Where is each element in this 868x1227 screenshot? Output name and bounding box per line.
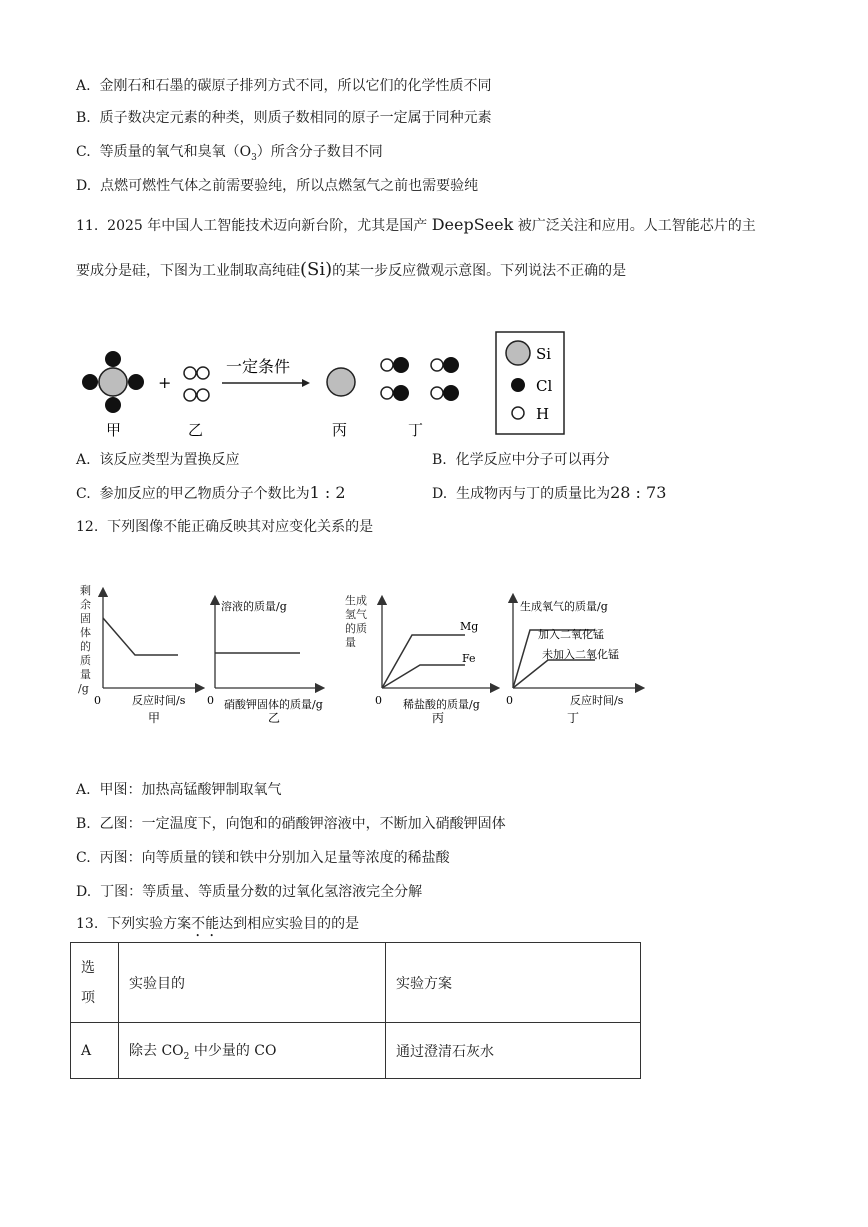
svg-text:质: 质 [80,654,91,667]
svg-text:的质: 的质 [345,622,367,635]
q11-option-c: C. 参加反应的甲乙物质分子个数比为1 : 2 [76,483,346,502]
reaction-condition: 一定条件 [226,357,291,376]
svg-text:固: 固 [80,612,91,625]
svg-text:量: 量 [345,636,356,649]
svg-text:溶液的质量/g: 溶液的质量/g [221,600,287,613]
q11-option-a: A. 该反应类型为置换反应 [76,452,240,468]
svg-text:Mg: Mg [460,620,479,633]
q11-option-d: D. 生成物丙与丁的质量比为28 : 73 [432,483,667,502]
svg-text:的: 的 [80,640,91,653]
legend-si: Si [536,345,552,363]
chart-bing [345,593,495,725]
svg-text:0: 0 [94,694,101,707]
cell-option: A [71,1023,119,1079]
svg-text:乙: 乙 [268,711,281,725]
svg-text:加入二氧化锰: 加入二氧化锰 [538,628,604,641]
reaction-micro-diagram [70,325,570,445]
header-option: 选 项 [71,943,119,1023]
header-goal: 实验目的 [119,943,386,1023]
svg-text:氢气: 氢气 [345,608,367,621]
svg-text:0: 0 [506,694,513,707]
label-bing: 丙 [332,421,348,439]
table-header-row [71,943,641,1023]
cell-goal: 除去 $CO_2$ 中少量的 CO [119,1023,386,1079]
chart-jia [78,583,200,725]
label-jia: 甲 [106,421,122,439]
svg-text:反应时间/s: 反应时间/s [132,694,186,707]
q10-option-b: B. 质子数决定元素的种类，则质子数相同的原子一定属于同种元素 [76,110,492,126]
svg-text:体: 体 [80,626,91,639]
chart-yi [207,599,323,725]
svg-text:丙: 丙 [432,711,445,725]
q11-stem-line2: 要成分是硅，下图为工业制取高纯硅(Si)的某一步反应微观示意图。下列说法不正确的是 [76,259,627,280]
cell-plan: 通过澄清石灰水 [386,1023,641,1079]
molecule-yi [184,367,209,401]
svg-text:0: 0 [375,694,382,707]
molecule-jia [82,351,144,413]
q11-stem-line1: 11. 2025 年中国人工智能技术迈向新台阶，尤其是国产 DeepSeek 被广泛关注和应用。人工智能芯片的主 [76,215,756,234]
q13-stem: 13. 下列实验方案不能达到相应实验目的的是 [76,916,360,932]
q10-option-d: D. 点燃可燃性气体之前需要验纯，所以点燃氢气之前也需要验纯 [76,178,479,194]
plus-sign: + [158,373,172,392]
svg-text:剩: 剩 [80,584,91,597]
q10-option-c: C. 等质量的氧气和臭氧$(O_3)$所含分子数目不同 [76,144,383,163]
label-yi: 乙 [188,421,204,439]
svg-text:生成: 生成 [345,594,367,607]
q12-charts [70,580,650,735]
svg-text:/g: /g [78,682,89,695]
curve-ding-none [513,660,595,688]
svg-text:0: 0 [207,694,214,707]
curve-jia [103,618,178,655]
legend-cl: Cl [536,377,553,395]
svg-text:反应时间/s: 反应时间/s [570,694,624,707]
svg-text:生成氧气的质量/g: 生成氧气的质量/g [520,600,608,613]
svg-text:未加入二氧化锰: 未加入二氧化锰 [542,648,619,661]
svg-text:量: 量 [80,668,91,681]
svg-text:硝酸钾固体的质量/g: 硝酸钾固体的质量/g [224,698,323,711]
q12-option-a: A. 甲图：加热高锰酸钾制取氧气 [76,782,282,798]
svg-text:甲: 甲 [148,711,161,725]
chart-ding [506,598,640,725]
q12-option-d: D. 丁图：等质量、等质量分数的过氧化氢溶液完全分解 [76,884,423,900]
header-plan: 实验方案 [386,943,641,1023]
q11-option-b: B. 化学反应中分子可以再分 [432,452,610,468]
svg-text:稀盐酸的质量/g: 稀盐酸的质量/g [403,698,480,711]
molecule-ding [381,357,459,401]
molecule-bing [327,368,355,396]
curve-bing-fe [382,665,465,688]
legend-box [496,332,564,434]
svg-text:余: 余 [80,598,91,611]
svg-text:Fe: Fe [462,652,476,665]
q12-option-b: B. 乙图：一定温度下，向饱和的硝酸钾溶液中，不断加入硝酸钾固体 [76,816,506,832]
q12-option-c: C. 丙图：向等质量的镁和铁中分别加入足量等浓度的稀盐酸 [76,850,450,866]
svg-text:丁: 丁 [567,711,580,725]
table-row [71,1023,641,1079]
label-ding: 丁 [408,421,424,439]
q10-option-a: A. 金刚石和石墨的碳原子排列方式不同，所以它们的化学性质不同 [76,78,492,94]
q12-stem: 12. 下列图像不能正确反映其对应变化关系的是 [76,519,374,535]
experiment-table [70,942,641,1079]
legend-h: H [536,405,550,423]
